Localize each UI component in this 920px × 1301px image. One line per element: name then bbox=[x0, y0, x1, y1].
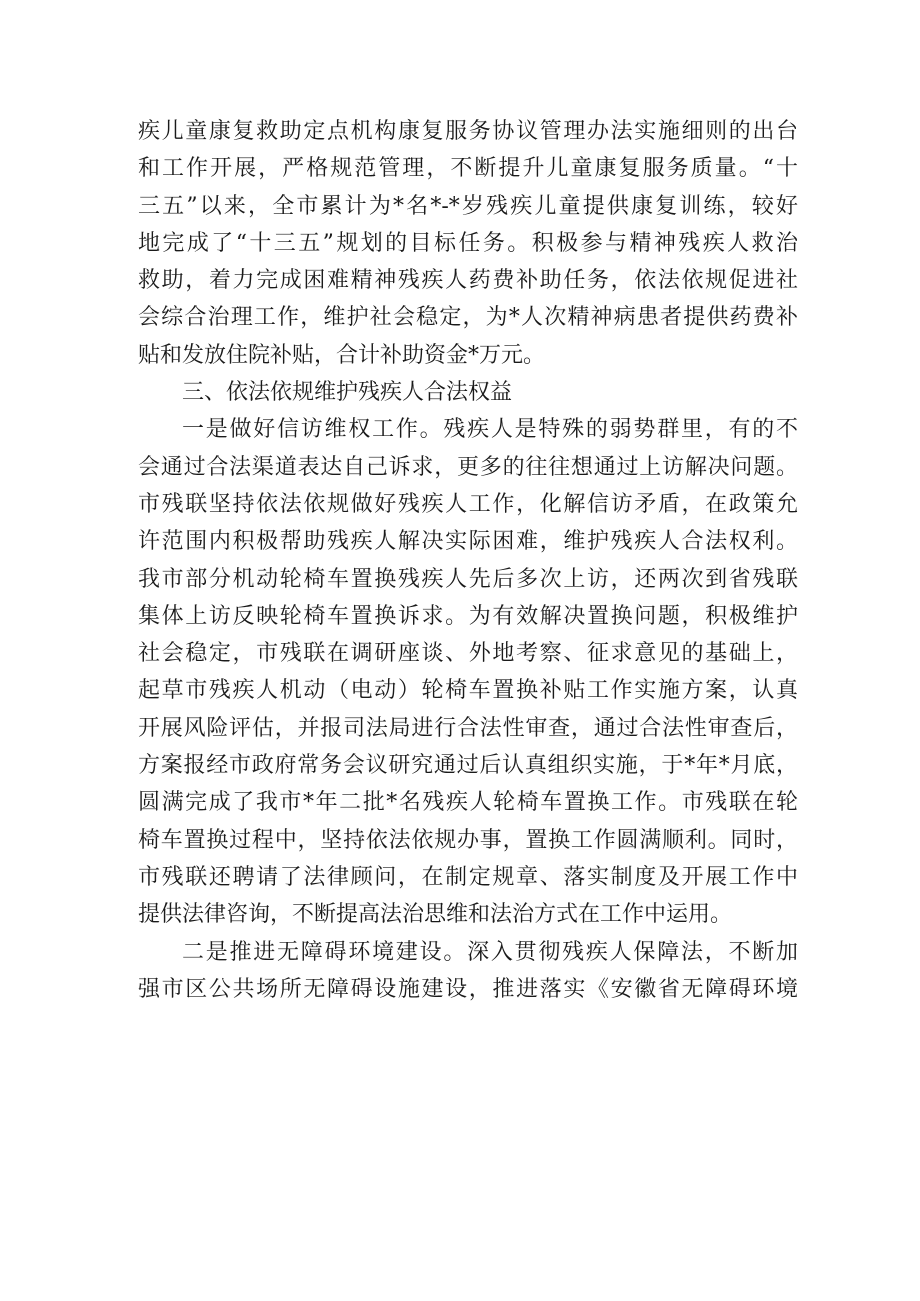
text-line: 地完成了“十三五”规划的目标任务。积极参与精神残疾人救治 bbox=[138, 230, 798, 256]
text-line: 和工作开展，严格规范管理，不断提升儿童康复服务质量。“十 bbox=[138, 156, 798, 182]
text-line: 方案报经市政府常务会议研究通过后认真组织实施，于*年*月底， bbox=[138, 753, 798, 779]
text-line: 三五”以来，全市累计为*名*-*岁残疾儿童提供康复训练，较好 bbox=[138, 193, 798, 219]
paragraph-first-line: 一是做好信访维权工作。残疾人是特殊的弱势群里，有的不 bbox=[182, 417, 798, 443]
text-line: 会通过合法渠道表达自己诉求，更多的往往想通过上访解决问题。 bbox=[138, 454, 798, 480]
text-line: 许范围内积极帮助残疾人解决实际困难，维护残疾人合法权利。 bbox=[138, 529, 798, 555]
text-line: 提供法律咨询，不断提高法治思维和法治方式在工作中运用。 bbox=[138, 902, 733, 928]
section-heading: 三、依法依规维护残疾人合法权益 bbox=[182, 380, 513, 406]
text-line: 椅车置换过程中，坚持依法依规办事，置换工作圆满顺利。同时， bbox=[138, 827, 798, 853]
text-line: 社会稳定，市残联在调研座谈、外地考察、征求意见的基础上， bbox=[138, 641, 798, 667]
text-line: 我市部分机动轮椅车置换残疾人先后多次上访，还两次到省残联 bbox=[138, 566, 798, 592]
text-line: 集体上访反映轮椅车置换诉求。为有效解决置换问题，积极维护 bbox=[138, 603, 798, 629]
text-line: 开展风险评估，并报司法局进行合法性审查，通过合法性审查后， bbox=[138, 715, 798, 741]
text-line: 疾儿童康复救助定点机构康复服务协议管理办法实施细则的出台 bbox=[138, 119, 798, 144]
text-line: 市残联还聘请了法律顾问，在制定规章、落实制度及开展工作中 bbox=[138, 864, 798, 890]
text-line: 强市区公共场所无障碍设施建设，推进落实《安徽省无障碍环境 bbox=[138, 976, 798, 1002]
text-line: 圆满完成了我市*年二批*名残疾人轮椅车置换工作。市残联在轮 bbox=[138, 790, 798, 816]
text-line: 会综合治理工作，维护社会稳定，为*人次精神病患者提供药费补 bbox=[138, 305, 798, 331]
body-text bbox=[138, 113, 798, 1008]
paragraph-first-line: 二是推进无障碍环境建设。深入贯彻残疾人保障法，不断加 bbox=[182, 939, 798, 965]
text-line: 市残联坚持依法依规做好残疾人工作，化解信访矛盾，在政策允 bbox=[138, 491, 798, 517]
text-line: 起草市残疾人机动（电动）轮椅车置换补贴工作实施方案，认真 bbox=[138, 678, 798, 704]
text-line: 贴和发放住院补贴，合计补助资金*万元。 bbox=[138, 342, 546, 368]
text-line: 救助，着力完成困难精神残疾人药费补助任务，依法依规促进社 bbox=[138, 268, 798, 294]
